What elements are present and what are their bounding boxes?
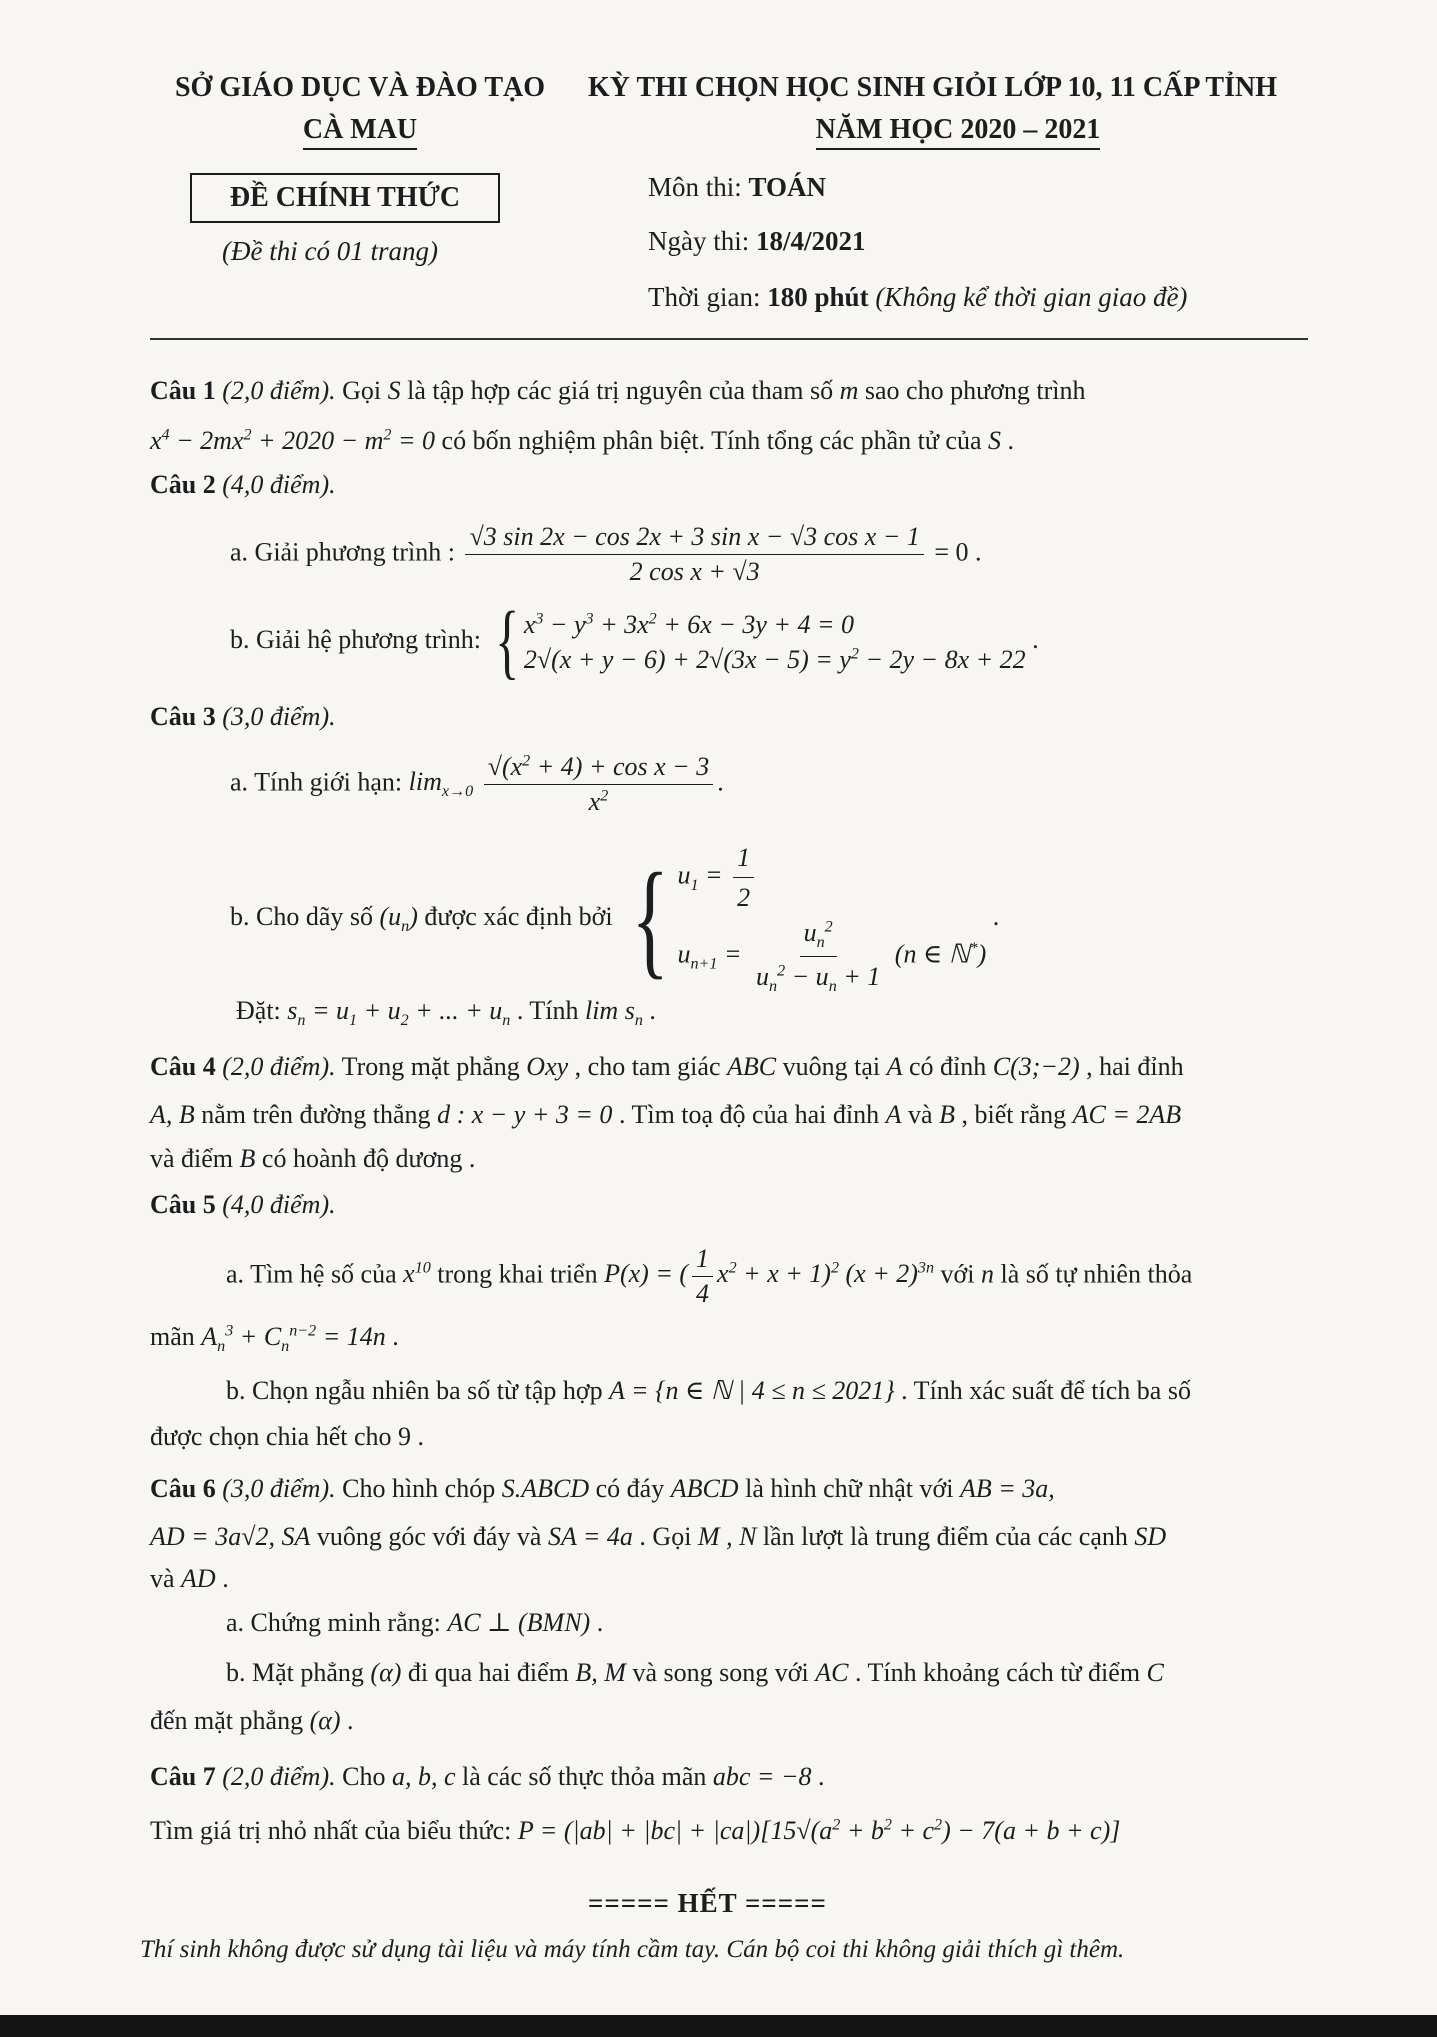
question-5b-line2: được chọn chia hết cho 9 .: [150, 1422, 425, 1451]
question-5-title: Câu 5 (4,0 điểm).: [150, 1190, 336, 1219]
exam-date-line: Ngày thi: 18/4/2021: [648, 226, 866, 256]
question-6-line2: AD = 3a√2, SA vuông góc với đáy và SA = 4a . Gọi M , N lần lượt là trung điểm của các cạnh SD: [150, 1522, 1167, 1551]
question-5a: a. Tìm hệ số của $x^{10}$ trong khai triển P(x) = ( $\frac{1}{4}$ $x^2 + x + 1)^2$ $(x + 2)^{3n}$ với n là số tự nhiên thỏa: [226, 1244, 1193, 1308]
province-name: CÀ MAU: [150, 114, 570, 150]
question-5b-line1: b. Chọn ngẫu nhiên ba số từ tập hợp A = {n ∈ ℕ | 4 ≤ n ≤ 2021} . Tính xác suất để tích ba số: [226, 1376, 1191, 1405]
end-marker: ===== HẾT =====: [588, 1888, 827, 1918]
question-3b-sum: Đặt: $s_n = u_1 + u_2$ + ... + $u_n$ . Tính $\lim s_n$ .: [236, 996, 656, 1030]
duration-line: Thời gian: 180 phút (Không kể thời gian giao đề): [648, 282, 1188, 312]
question-6a: a. Chứng minh rằng: AC ⊥ (BMN) .: [226, 1608, 604, 1637]
subject-line: Môn thi: TOÁN: [648, 172, 827, 202]
question-4-line1: Câu 4 (2,0 điểm). Trong mặt phẳng Oxy , cho tam giác ABC vuông tại A có đỉnh C(3;−2) , hai đỉnh: [150, 1052, 1184, 1081]
exam-title: KỲ THI CHỌN HỌC SINH GIỎI LỚP 10, 11 CẤP TỈNH: [588, 72, 1277, 103]
question-2a: a. Giải phương trình : $\frac{\text{√3 sin 2x − cos 2x + 3 sin x − √3 cos x − 1}}{\text{2 cos x + √3}}$ = 0 .: [230, 522, 982, 586]
question-1-line2: $x^4 - 2mx^2 + 2020 - m^2 = 0$ có bốn nghiệm phân biệt. Tính tổng các phần tử của S .: [150, 426, 1015, 455]
question-3b: b. Cho dãy số $(u_n)$ được xác định bởi { $u_1$ = $\frac{1}{2}$ $u_{n+1}$ = $\frac{u_n^2}{u_n^2 - u_n + 1}$ (n ∈ ℕ*) .: [230, 840, 999, 998]
question-6b-line1: b. Mặt phẳng (α) đi qua hai điểm B, M và song song với AC . Tính khoảng cách từ điểm C: [226, 1658, 1164, 1687]
question-2b: b. Giải hệ phương trình: { $x^3 - y^3 + 3x^2 + 6x - 3y + 4 = 0$ $2√(x + y - 6) + 2√(3x - 5) = y^2 - 2y - 8x + 22$ .: [230, 595, 1039, 688]
school-year: NĂM HỌC 2020 – 2021: [588, 114, 1328, 150]
question-7-line1: Câu 7 (2,0 điểm). Cho a, b, c là các số thực thỏa mãn abc = −8 .: [150, 1762, 825, 1791]
department-name: SỞ GIÁO DỤC VÀ ĐÀO TẠO: [174, 72, 545, 103]
question-6b-line2: đến mặt phẳng (α) .: [150, 1706, 354, 1735]
question-4-line2: A, B nằm trên đường thẳng d : x − y + 3 = 0 . Tìm toạ độ của hai đỉnh A và B , biết rằng AC = 2AB: [150, 1100, 1182, 1129]
question-1-line1: Câu 1 (2,0 điểm). Gọi S là tập hợp các giá trị nguyên của tham số m sao cho phương trình: [150, 376, 1086, 405]
question-6-line3: và AD .: [150, 1564, 229, 1593]
question-6-line1: Câu 6 (3,0 điểm). Cho hình chóp S.ABCD có đáy ABCD là hình chữ nhật với AB = 3a,: [150, 1474, 1055, 1503]
question-4-line3: và điểm B có hoành độ dương .: [150, 1144, 476, 1173]
exam-footer-note: Thí sinh không được sử dụng tài liệu và máy tính cầm tay. Cán bộ coi thi không giải thích gì thêm.: [140, 1936, 1125, 1963]
question-3a: a. Tính giới hạn: $\lim_{x\to 0}$ $\frac{√(x^2 + 4) + \cos x - 3}{x^2}$ .: [230, 752, 724, 816]
question-3-title: Câu 3 (3,0 điểm).: [150, 702, 336, 731]
question-2-title: Câu 2 (4,0 điểm).: [150, 470, 336, 499]
question-7-line2: Tìm giá trị nhỏ nhất của biểu thức: $P = (|ab| + |bc| + |ca|)[15√(a^2 + b^2 + c^2) - 7(a + b + c)]$: [150, 1816, 1121, 1845]
header-divider: [150, 338, 1308, 340]
pages-note: (Đề thi có 01 trang): [222, 236, 438, 266]
official-exam-badge: ĐỀ CHÍNH THỨC: [190, 173, 500, 223]
question-5a-condition: mãn $A_n^3 + C_n^{n-2} = 14n$ .: [150, 1322, 399, 1356]
scan-edge: [0, 2015, 1437, 2037]
